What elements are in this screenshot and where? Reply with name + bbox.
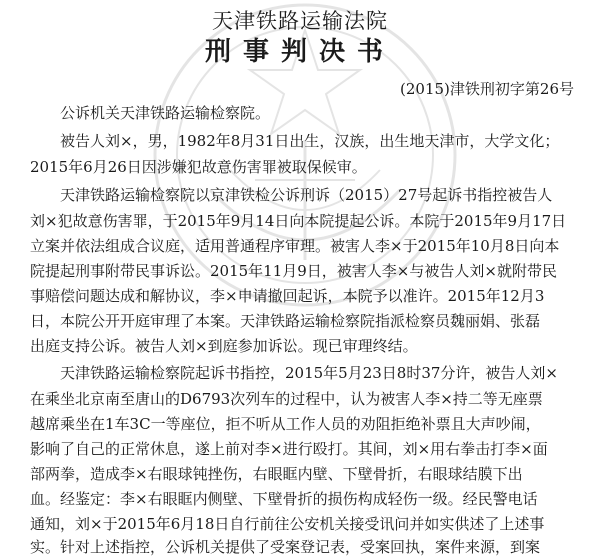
paragraph-line: 天津铁路运输检察院起诉书指控，2015年5月23日8时37分许，被告人刘× [60,364,559,382]
paragraph-line: 日，本院公开开庭审理了本案。天津铁路运输检察院指派检察员魏丽娟、张磊 [30,312,541,330]
document-title: 刑事判决书 [204,37,395,67]
paragraph-line: 2015年6月26日因涉嫌犯故意伤害罪被取保候审。 [30,158,367,176]
paragraph-line: 影响了自己的正常休息，遂上前对李×进行殴打。其间，刘×用右拳击打李×面 [30,440,548,458]
paragraph-line: 院提起刑事附带民事诉讼。2015年11月9日，被害人李×与被告人刘×就附带民 [30,262,557,280]
paragraph-line: 越席乘坐在1车3C一等座位，拒不听从工作人员的劝阻拒绝补票且大声吵闹， [30,415,541,433]
paragraph-line: 血。经鉴定：李×右眼眶内侧壁、下壁骨折的损伤构成轻伤一级。经民警电话 [30,490,538,508]
paragraph-line: 出庭支持公诉。被告人刘×到庭参加诉讼。现已审理终结。 [30,337,418,355]
paragraph-line: 公诉机关天津铁路运输检察院。 [60,104,271,122]
paragraph-line: 被告人刘×，男，1982年8月31日出生，汉族，出生地天津市，大学文化； [60,132,560,150]
case-number: (2015)津铁刑初字第26号 [400,80,574,98]
court-name: 天津铁路运输法院 [212,9,388,33]
paragraph-line: 刘×犯故意伤害罪，于2015年9月14日向本院提起公诉。本院于2015年9月17日 [30,212,567,230]
paragraph-line: 事赔偿问题达成和解协议，李×申请撤回起诉，本院予以准许。2015年12月3 [30,287,545,305]
paragraph-line: 通知，刘×于2015年6月18日自行前往公安机关接受讯问并如实供述了上述事 [30,515,545,533]
paragraph-line: 实。针对上述指控，公诉机关提供了受案登记表，受案回执，案件来源，到案 [30,538,541,556]
paragraph-line: 在乘坐北京南至唐山的D6793次列车的过程中，认为被害人李×持二等无座票 [30,390,543,408]
paragraph-line: 天津铁路运输检察院以京津铁检公诉刑诉（2015）27号起诉书指控被告人 [60,186,553,204]
paragraph-line: 立案并依法组成合议庭，适用普通程序审理。被害人李×于2015年10月8日向本 [30,237,560,255]
paragraph-line: 部两拳，造成李×右眼球钝挫伤，右眼眶内壁、下壁骨折，右眼球结膜下出 [30,465,523,483]
